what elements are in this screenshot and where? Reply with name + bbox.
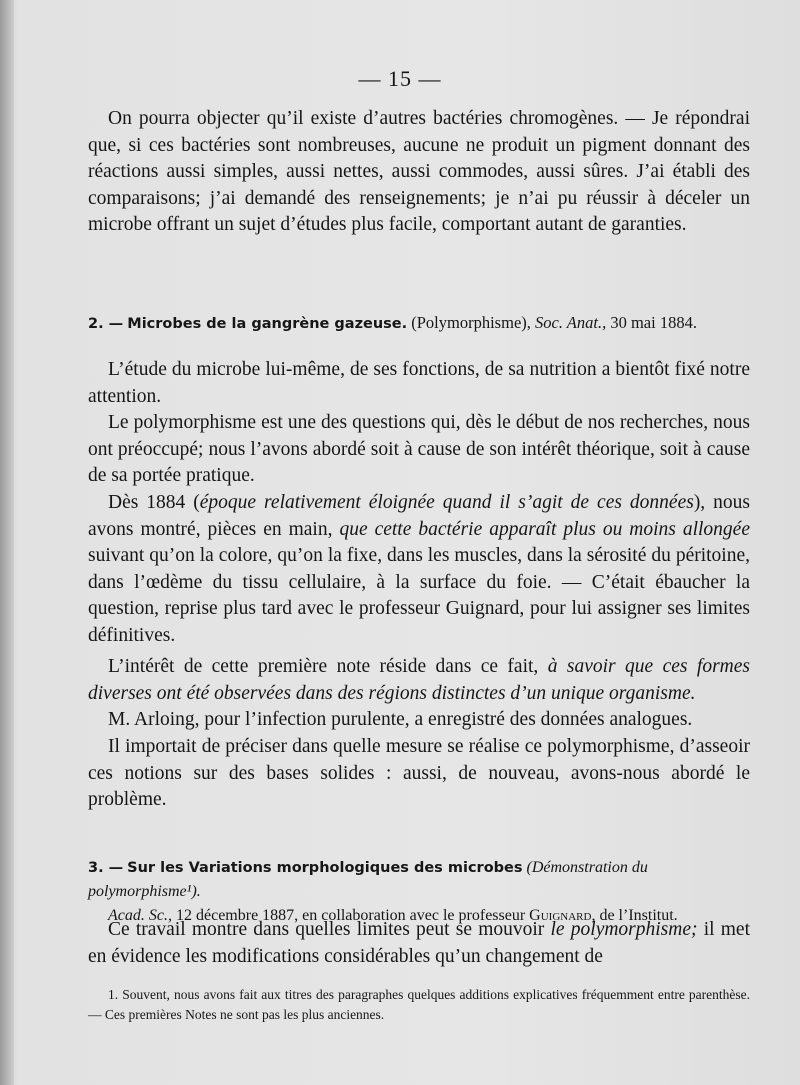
p4-e: suivant qu’on la colore, qu’on la fixe, dans les muscles, dans la sérosité du péritoine, dans l’œdème du tissu cellulaire, à la surface du foie. — C’était ébaucher la question, reprise plus tard avec le professeur Guignard, pour lui assigner ses limites définitives. [88,545,750,646]
paragraph-interest [88,654,750,707]
p5-a: L’intérêt de cette première note réside dans ce fait, [108,656,548,677]
section-2-journal: Soc. Anat., [535,313,607,332]
paragraph-travail [88,917,750,970]
section-2-number: 2. — [88,316,124,332]
paragraph-polymorphism: Le polymorphisme est une des questions qui, dès le début de nos recherches, nous ont préoccupé; nous l’avons abordé soit à cause de son intérêt théorique, soit à cause de sa portée pratique. [88,412,750,487]
section-3-journal: Acad. Sc., [108,907,172,924]
section-2-subtitle: (Polymorphisme), [411,313,531,332]
footnote-text: Souvent, nous avons fait aux titres des paragraphes quelques additions explicatives fréquemment entre parenthèse. — Ces premières Notes ne sont pas les plus anciennes. [88,987,751,1022]
paragraph-microbe-study: L’étude du microbe lui-même, de ses fonctions, de sa nutrition a bientôt fixé notre attention. [88,359,750,407]
paragraph-chromogenic: On pourra objecter qu’il existe d’autres bactéries chromogènes. — Je répondrai que, si ces bactéries sont nombreuses, aucune ne produit un pigment donnant des réactions aussi simples, aussi nettes, aussi commodes, aussi sûres. J’ai établi des comparaisons; j’ai demandé des renseignements; je n’ai pu réussir à déceler un microbe offrant un sujet d’études plus facile, comportant autant de garanties. [88,108,750,236]
p4-c: ), nous avons montré, pièces en main, [88,492,750,540]
page-binding-edge [0,0,14,1085]
section-3-name: Guignard, [529,907,596,924]
p8-a: Ce travail montre dans quelles limites peut se mouvoir [108,919,551,940]
section-3-title: Sur les Variations morphologiques des microbes [127,860,523,876]
p4-a: Dès 1884 ( [108,492,200,513]
footnote [88,985,750,1025]
section-3-detail-b: de l’Institut. [599,907,678,924]
p5-b: à savoir que ces formes diverses ont été observées dans des régions distinctes d’un unique organisme. [88,656,750,704]
page-number: — 15 — [358,66,442,91]
section-3-number: 3. — [88,860,124,876]
paragraph-precise: Il importait de préciser dans quelle mesure se réalise ce polymorphisme, d’asseoir ces notions sur des bases solides : aussi, de nouveau, avons-nous abordé le problème. [88,736,750,811]
section-2-heading [88,311,750,336]
p8-b: le polymorphisme; [550,919,698,940]
p4-b: époque relativement éloignée quand il s’agit de ces données [199,492,694,513]
paragraph-arloing: M. Arloing, pour l’infection purulente, a enregistré des données analogues. [108,709,693,730]
p8-c: il met en évidence les modifications considérables qu’un changement de [88,919,750,967]
section-2-date: 30 mai 1884. [610,313,697,332]
section-3-paren: (Démonstration du polymorphisme¹). [88,859,648,900]
p4-d: que cette bactérie apparaît plus ou moins allongée [339,518,750,540]
section-3-detail-a: 12 décembre 1887, en collaboration avec le professeur [175,907,526,924]
footnote-mark: 1. [108,987,119,1002]
paragraph-1884 [88,490,750,650]
section-2-title: Microbes de la gangrène gazeuse. [127,316,408,332]
